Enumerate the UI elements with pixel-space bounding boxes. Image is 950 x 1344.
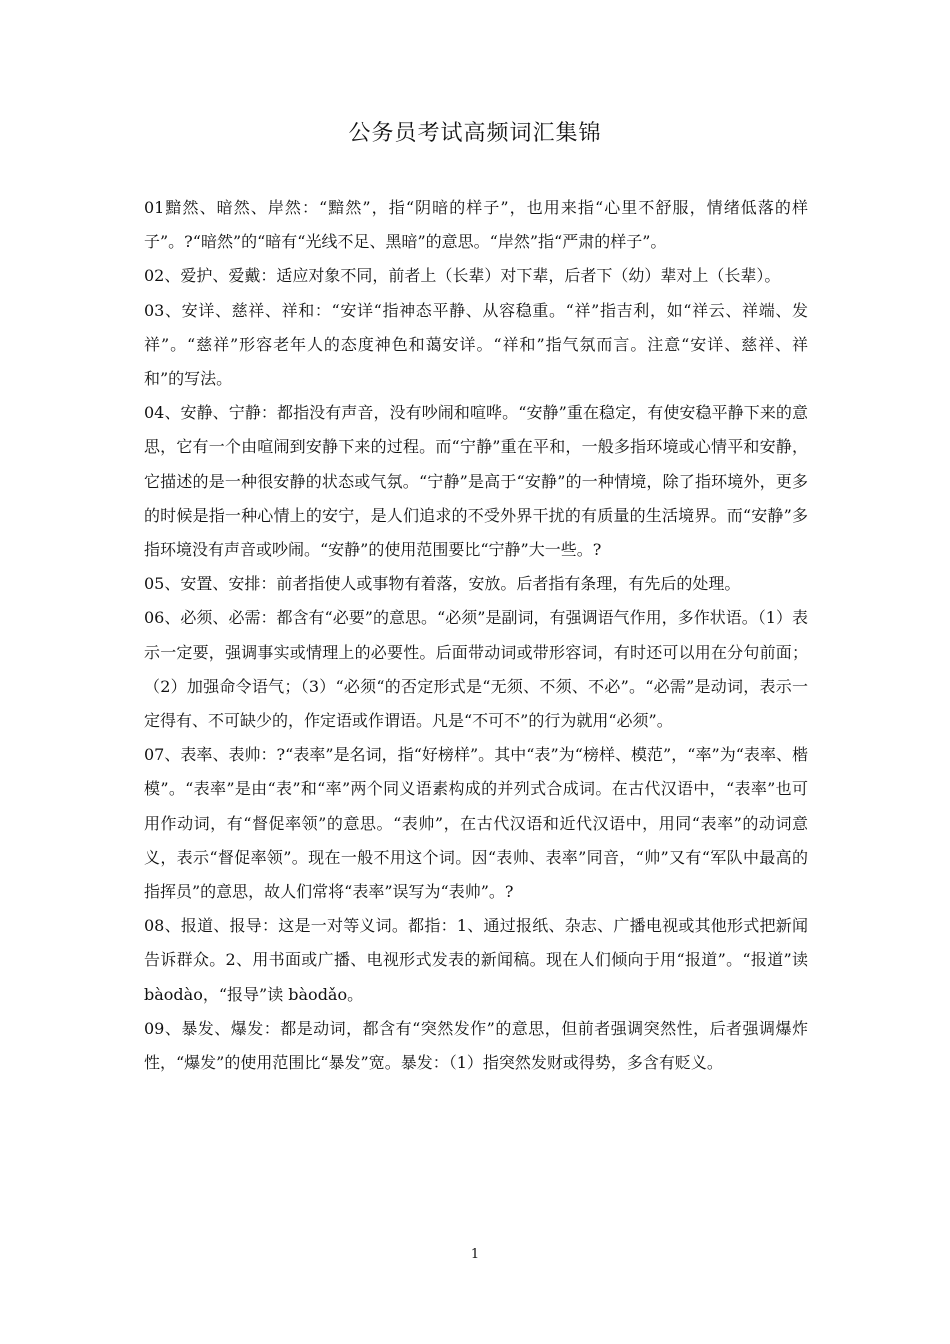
entry-06-paragraph: 06、必须、必需：都含有“必要”的意思。“必须”是副词，有强调语气作用，多作状语。（1）表示一定要，强调事实或情理上的必要性。后面带动词或带形容词，有时还可以用在分句前面；（2）加强命令语气；（3）“必须“的否定形式是“无须、不须、不必”。“必需”是动词，表示一定得有、不可缺少的，作定语或作谓语。凡是“不可不”的行为就用“必须”。 — [144, 608, 808, 731]
entry-05-paragraph: 05、安置、安排：前者指使人或事物有着落，安放。后者指有条理，有先后的处理。 — [144, 574, 741, 594]
entry-08-paragraph: 08、报道、报导：这是一对等义词。都指：1、通过报纸、杂志、广播电视或其他形式把新闻告诉群众。2、用书面或广播、电视形式发表的新闻稿。现在人们倾向于用“报道”。“报道”读 bàodào，“报导”读 bàodǎo。 — [144, 916, 808, 1004]
page-number: 1 — [470, 1247, 480, 1262]
document-title: 公务员考试高频词汇集锦 — [348, 121, 602, 146]
entry-04-paragraph: 04、安静、宁静：都指没有声音，没有吵闹和喧哗。“安静”重在稳定，有使安稳平静下来的意思，它有一个由喧闹到安静下来的过程。而“宁静”重在平和，一般多指环境或心情平和安静，它描述的是一种很安静的状态或气氛。“宁静”是高于“安静”的一种情境，除了指环境外，更多的时候是指一种心情上的安宁，是人们追求的不受外界干扰的有质量的生活境界。而“安静”多指环境没有声音或吵闹。“安静”的使用范围要比“宁静”大一些。? — [144, 403, 808, 560]
entry-02-paragraph: 02、爱护、爱戴：适应对象不同，前者上（长辈）对下辈，后者下（幼）辈对上（长辈）。 — [144, 266, 781, 286]
entry-09-paragraph: 09、暴发、爆发：都是动词，都含有“突然发作”的意思，但前者强调突然性，后者强调爆炸性，“爆发”的使用范围比“暴发”宽。暴发：（1）指突然发财或得势，多含有贬义。 — [144, 1018, 808, 1073]
entry-07-paragraph: 07、表率、表帅：?“表率”是名词，指“好榜样”。其中“表”为“榜样、模范”，“率”为“表率、楷模”。“表率”是由“表”和“率”两个同义语素构成的并列式合成词。在古代汉语中，“表率”也可用作动词，有“督促率领”的意思。“表帅”，在古代汉语和近代汉语中，用同“表率”的动词意义，表示“督促率领”。现在一般不用这个词。因“表帅、表率”同音，“帅”又有“军队中最高的指挥员”的意思，故人们常将“表率”误写为“表帅”。? — [144, 745, 808, 902]
entry-03-paragraph: 03、安详、慈祥、祥和：“安详“指神态平静、从容稳重。“祥”指吉利，如“祥云、祥端、发祥”。“慈祥”形容老年人的态度神色和蔼安详。“祥和”指气氛而言。注意“安详、慈祥、祥和”的写法。 — [144, 300, 808, 389]
entry-01-paragraph: 01黯然、暗然、岸然：“黯然”，指“阴暗的样子”，也用来指“心里不舒服，情绪低落的样子”。?“暗然”的“暗有“光线不足、黑暗”的意思。“岸然”指“严肃的样子”。 — [144, 198, 808, 252]
document-body — [144, 191, 808, 1080]
